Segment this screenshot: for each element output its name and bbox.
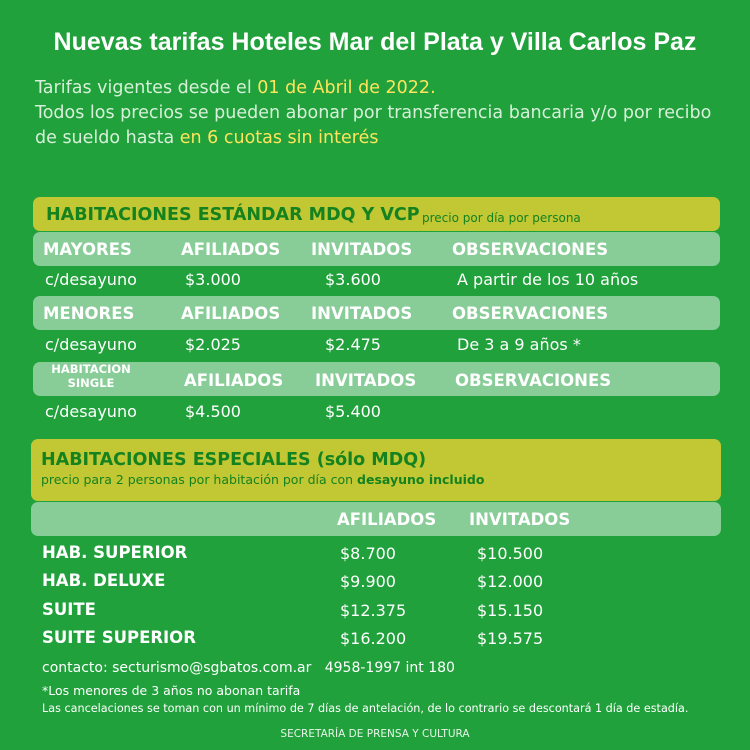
single-type: c/desayuno [45, 402, 137, 421]
especial-row-invitados: $10.500 [477, 544, 544, 563]
especial-row-name: SUITE [42, 600, 96, 619]
especial-row-name: HAB. DELUXE [42, 571, 166, 590]
especial-row-invitados: $12.000 [477, 572, 544, 591]
intro-line-1: Tarifas vigentes desde el 01 de Abril de 2022. [35, 78, 436, 98]
estandar-title: HABITACIONES ESTÁNDAR MDQ Y VCP [46, 205, 420, 225]
menores-col-invitados: INVITADOS [311, 304, 413, 323]
especial-row-afiliados: $16.200 [340, 629, 407, 648]
estandar-subtitle: precio por día por persona [422, 211, 581, 225]
single-col-afiliados: AFILIADOS [184, 371, 284, 390]
menores-afiliados: $2.025 [185, 335, 241, 354]
intro-text [35, 76, 725, 151]
signature: SECRETARÍA DE PRENSA Y CULTURA [280, 728, 470, 740]
mayores-col-observaciones: OBSERVACIONES [452, 240, 609, 259]
mayores-col-afiliados: AFILIADOS [181, 240, 281, 259]
menores-col-observaciones: OBSERVACIONES [452, 304, 609, 323]
single-col-observaciones: OBSERVACIONES [455, 371, 612, 390]
page-title: Nuevas tarifas Hoteles Mar del Plata y Villa Carlos Paz [53, 28, 697, 56]
single-label: HABITACION SINGLE [51, 362, 131, 390]
intro-line-3: de sueldo hasta en 6 cuotas sin interés [35, 128, 379, 148]
especial-row-afiliados: $12.375 [340, 601, 407, 620]
especiales-col-invitados: INVITADOS [469, 510, 571, 529]
menores-col-afiliados: AFILIADOS [181, 304, 281, 323]
footnote-cancelaciones: Las cancelaciones se toman con un mínimo de 7 días de antelación, de lo contrario se descontará 1 día de estadía. [42, 702, 689, 715]
especiales-col-afiliados: AFILIADOS [337, 510, 437, 529]
menores-obs: De 3 a 9 años * [457, 335, 581, 354]
single-invitados: $5.400 [325, 402, 381, 421]
especial-row-invitados: $19.575 [477, 629, 544, 648]
especiales-title: HABITACIONES ESPECIALES (sólo MDQ) [41, 450, 427, 470]
contact-line: contacto: secturismo@sgbatos.com.ar 4958-1997 int 180 [42, 660, 455, 676]
footnote-menores: *Los menores de 3 años no abonan tarifa [42, 683, 301, 698]
especial-row-afiliados: $8.700 [340, 544, 396, 563]
especiales-subtitle: precio para 2 personas por habitación por día con desayuno incluido [41, 472, 485, 487]
especial-row-afiliados: $9.900 [340, 572, 396, 591]
mayores-type: c/desayuno [45, 270, 137, 289]
mayores-col-invitados: INVITADOS [311, 240, 413, 259]
mayores-invitados: $3.600 [325, 270, 381, 289]
especial-row-name: HAB. SUPERIOR [42, 543, 188, 562]
especial-row-invitados: $15.150 [477, 601, 544, 620]
single-col-invitados: INVITADOS [315, 371, 417, 390]
especial-row-name: SUITE SUPERIOR [42, 628, 196, 647]
contact-phone: 4958-1997 int 180 [324, 660, 455, 676]
menores-invitados: $2.475 [325, 335, 381, 354]
mayores-label: MAYORES [43, 240, 132, 259]
single-afiliados: $4.500 [185, 402, 241, 421]
contact-email[interactable]: secturismo@sgbatos.com.ar [112, 660, 312, 676]
menores-label: MENORES [43, 304, 135, 323]
mayores-afiliados: $3.000 [185, 270, 241, 289]
menores-type: c/desayuno [45, 335, 137, 354]
mayores-obs: A partir de los 10 años [457, 270, 639, 289]
especiales-header-bar [31, 439, 721, 501]
intro-line-2: Todos los precios se pueden abonar por transferencia bancaria y/o por recibo [35, 103, 712, 123]
